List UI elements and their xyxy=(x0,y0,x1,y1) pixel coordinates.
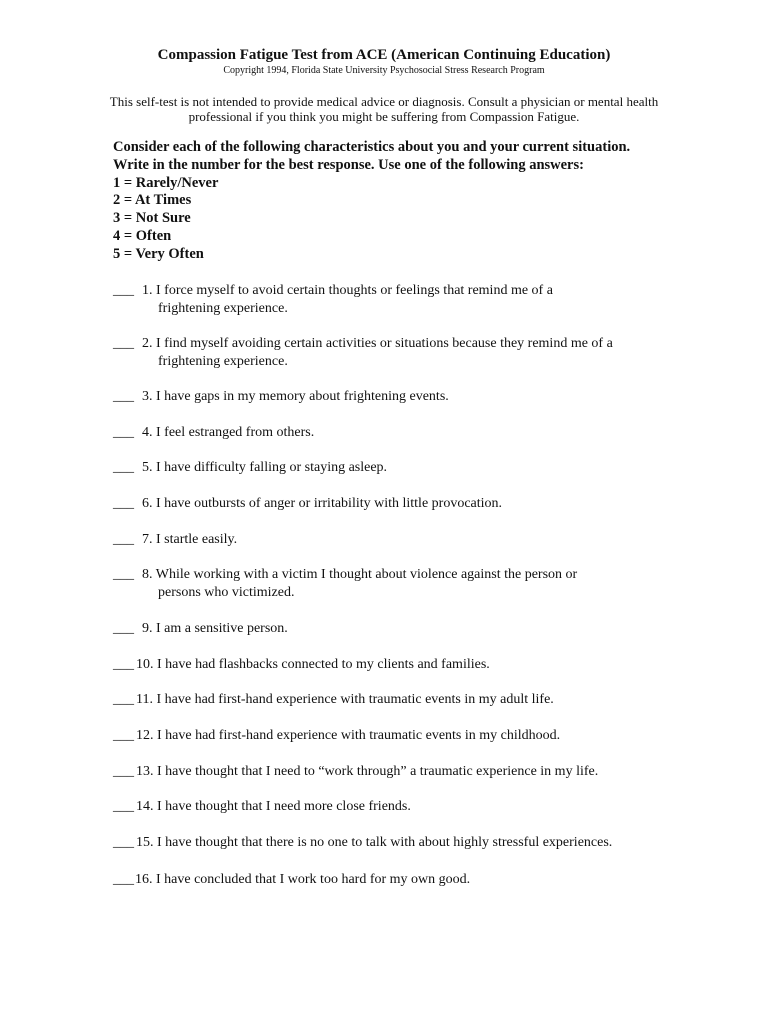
question-item xyxy=(113,763,693,781)
question-item xyxy=(113,656,693,674)
question-text: 6. I have outbursts of anger or irritability with little provocation. xyxy=(142,496,503,511)
scale-option: 5 = Very Often xyxy=(113,245,204,262)
question-text: 5. I have difficulty falling or staying asleep. xyxy=(142,460,388,475)
question-text: 15. I have thought that there is no one to talk with about highly stressful experiences. xyxy=(136,835,613,850)
document-title: Compassion Fatigue Test from ACE (American Continuing Education) xyxy=(157,47,611,63)
instructions-line: Consider each of the following characteristics about you and your current situation. xyxy=(113,139,631,155)
question-text-continued: persons who victimized. xyxy=(158,585,295,600)
disclaimer-line: This self-test is not intended to provide medical advice or diagnosis. Consult a physician or mental health xyxy=(109,94,659,109)
question-text: 10. I have had flashbacks connected to my clients and families. xyxy=(136,657,490,672)
question-item xyxy=(113,727,693,745)
answer-blank[interactable]: ___ xyxy=(113,657,134,672)
disclaimer-line: professional if you think you might be suffering from Compassion Fatigue. xyxy=(188,109,580,124)
question-item xyxy=(113,495,693,513)
question-text: 14. I have thought that I need more close friends. xyxy=(136,799,411,814)
answer-blank[interactable]: ___ xyxy=(113,460,134,475)
answer-blank[interactable]: ___ xyxy=(113,389,134,404)
scale-option: 4 = Often xyxy=(113,227,172,244)
question-item xyxy=(113,871,693,889)
question-item xyxy=(113,798,693,816)
answer-blank[interactable]: ___ xyxy=(113,532,134,547)
answer-blank[interactable]: ___ xyxy=(113,835,134,850)
answer-blank[interactable]: ___ xyxy=(113,621,134,636)
answer-blank[interactable]: ___ xyxy=(113,799,134,814)
question-item xyxy=(113,691,693,709)
answer-blank[interactable]: ___ xyxy=(113,336,134,351)
answer-blank[interactable]: ___ xyxy=(113,728,134,743)
question-item xyxy=(113,459,693,477)
answer-blank[interactable]: ___ xyxy=(113,764,134,779)
question-text: 8. While working with a victim I thought about violence against the person or xyxy=(142,567,578,582)
scale-option: 2 = At Times xyxy=(113,192,192,209)
answer-blank[interactable]: ___ xyxy=(113,692,134,707)
question-item xyxy=(113,282,693,318)
question-text: 7. I startle easily. xyxy=(142,532,238,547)
question-item xyxy=(113,620,693,638)
question-text: 3. I have gaps in my memory about frightening events. xyxy=(142,389,449,404)
scale-option: 1 = Rarely/Never xyxy=(113,174,219,191)
scale-option: 3 = Not Sure xyxy=(113,210,191,227)
question-text: 1. I force myself to avoid certain thoughts or feelings that remind me of a xyxy=(142,283,553,298)
instructions-line: Write in the number for the best response. Use one of the following answers: xyxy=(113,156,584,173)
question-text: 9. I am a sensitive person. xyxy=(142,621,288,636)
question-text-continued: frightening experience. xyxy=(158,301,288,316)
question-text: 11. I have had first-hand experience with traumatic events in my adult life. xyxy=(136,692,554,707)
question-item xyxy=(113,834,693,852)
answer-blank[interactable]: ___ xyxy=(113,283,134,298)
instructions xyxy=(113,139,673,264)
question-text: 16. I have concluded that I work too hard for my own good. xyxy=(135,872,471,887)
copyright-notice: Copyright 1994, Florida State University Psychosocial Stress Research Program xyxy=(223,65,545,76)
answer-blank[interactable]: ___ xyxy=(113,872,134,887)
question-item xyxy=(113,566,693,602)
answer-blank[interactable]: ___ xyxy=(113,496,134,511)
answer-blank[interactable]: ___ xyxy=(113,567,134,582)
question-item xyxy=(113,335,693,371)
question-text: 2. I find myself avoiding certain activities or situations because they remind me of a xyxy=(142,336,613,351)
question-item xyxy=(113,531,693,549)
question-text-continued: frightening experience. xyxy=(158,354,288,369)
question-item xyxy=(113,388,693,406)
question-text: 4. I feel estranged from others. xyxy=(142,425,315,440)
question-text: 12. I have had first-hand experience with traumatic events in my childhood. xyxy=(136,728,561,743)
disclaimer xyxy=(100,94,668,124)
question-item xyxy=(113,424,693,442)
answer-blank[interactable]: ___ xyxy=(113,425,134,440)
question-text: 13. I have thought that I need to “work through” a traumatic experience in my life. xyxy=(136,764,599,779)
